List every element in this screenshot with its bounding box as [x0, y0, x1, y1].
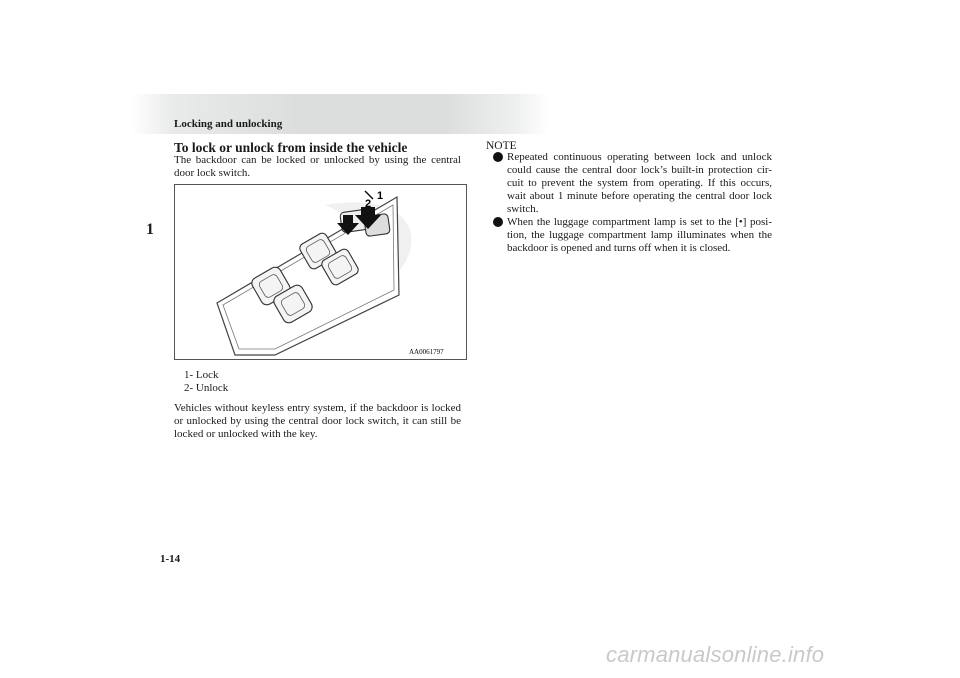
note-item [493, 151, 772, 216]
door-switch-illustration [175, 185, 466, 359]
figure-code: AA0061797 [409, 348, 444, 356]
note-label: NOTE [486, 140, 517, 152]
chapter-number: 1 [146, 221, 154, 238]
note-item-text: Repeated continuous operating between lock and unlock could cause the central door lock’s built-in protection cir-cuit to prevent the system from operating. If this occurs, wait about 1 minute before operating the central door lock switch. [507, 151, 772, 215]
note-item-text: When the luggage compartment lamp is set to the [•] posi-tion, the luggage compartment lamp illuminates when the backdoor is opened and turns off when it is closed. [507, 216, 772, 254]
figure-legend [184, 369, 228, 395]
callout-number-1: 1 [377, 190, 384, 202]
site-watermark: carmanualsonline.info [606, 642, 825, 667]
legend-item-unlock: 2- Unlock [184, 382, 229, 394]
page-number: 1-14 [160, 553, 181, 565]
intro-paragraph: The backdoor can be locked or unlocked by using the central door lock switch. [174, 154, 461, 179]
keyless-entry-paragraph: Vehicles without keyless entry system, if the backdoor is locked or unlocked by using the central door lock switch, it can still be locked or unlocked with the key. [174, 402, 461, 440]
bullet-icon [493, 217, 503, 227]
callout-number-2: 2 [365, 198, 372, 210]
door-lock-switch-figure [174, 184, 467, 360]
section-heading: To lock or unlock from inside the vehicle [174, 140, 408, 155]
note-item [493, 216, 772, 255]
bullet-icon [493, 152, 503, 162]
note-list [493, 151, 772, 255]
legend-item-lock: 1- Lock [184, 369, 219, 381]
page-header-title: Locking and unlocking [174, 118, 283, 130]
